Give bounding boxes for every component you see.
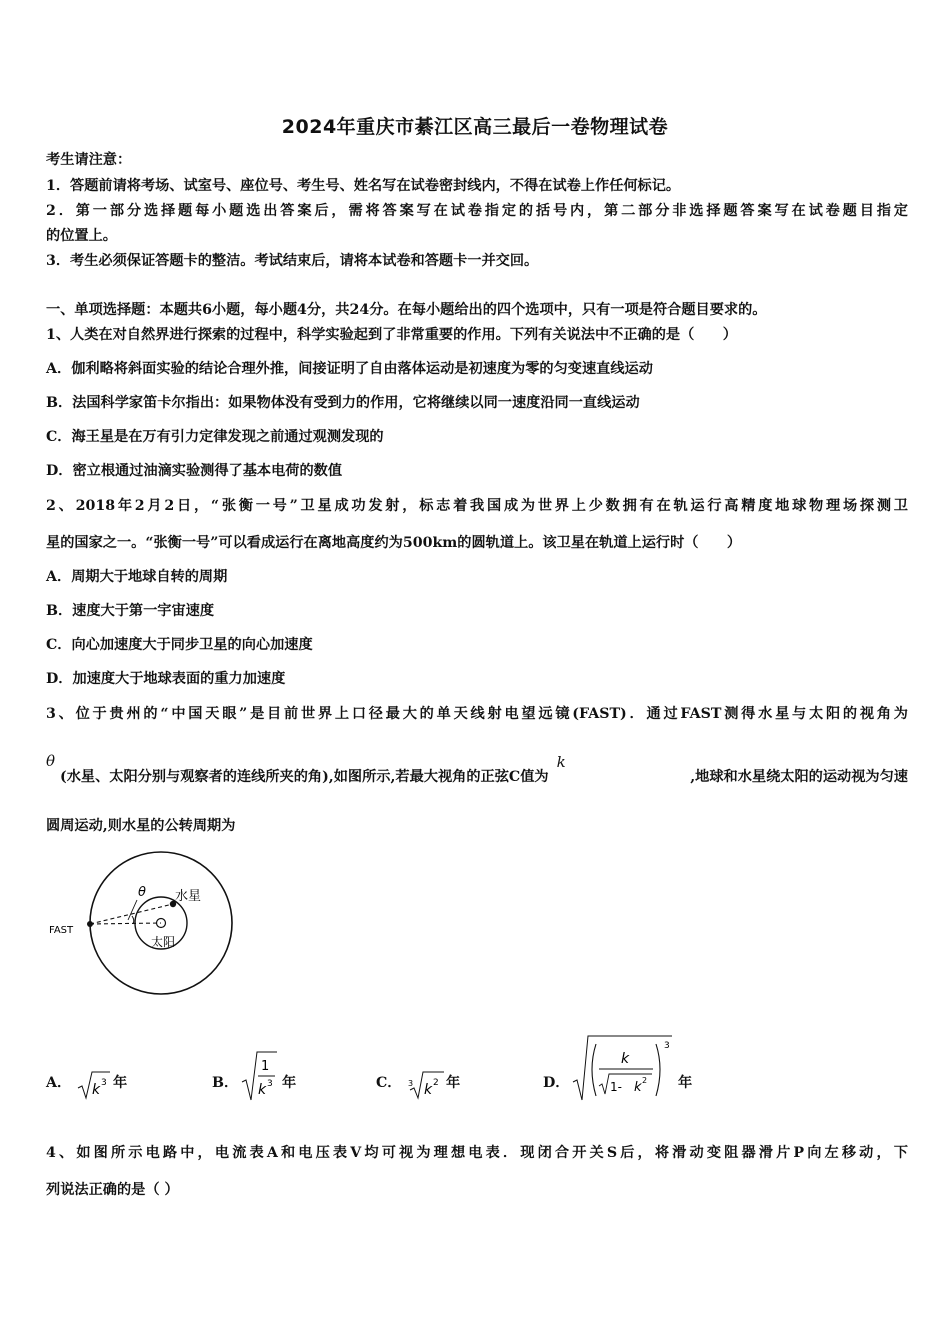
- svg-text:1-: 1-: [610, 1080, 622, 1094]
- theta-symbol: θ: [46, 752, 56, 770]
- orbit-diagram: [40, 848, 250, 1000]
- q2-stem-line2: 星的国家之一。“张衡一号”可以看成运行在离地高度约为500km的圆轨道上。该卫星在轨道上运行时（ ）: [46, 535, 742, 551]
- q3-stem-line1: 3、位于贵州的“中国天眼”是目前世界上口径最大的单天线射电望远镜(FAST)．通过FAST测得水星与太阳的视角为: [46, 706, 908, 722]
- q1-option-d: D．密立根通过油滴实验测得了基本电荷的数值: [46, 463, 343, 479]
- section-heading: 一、单项选择题：本题共6小题，每小题4分，共24分。在每小题给出的四个选项中，只有一项是符合题目要求的。: [46, 302, 767, 318]
- fast-label: FAST: [49, 925, 74, 936]
- q3-option-b-letter: B．: [212, 1075, 239, 1091]
- q3-option-b-unit: 年: [282, 1075, 297, 1091]
- q2-option-a: A．周期大于地球自转的周期: [46, 569, 228, 585]
- sightline-sun: [90, 923, 161, 924]
- q3-option-d-unit: 年: [678, 1075, 693, 1091]
- svg-text:2: 2: [433, 1078, 439, 1088]
- q1-option-a: A．伽利略将斜面实验的结论合理外推，间接证明了自由落体运动是初速度为零的匀变速直线运动: [46, 361, 653, 377]
- svg-text:k: k: [621, 1051, 630, 1067]
- q3-option-b-formula: [241, 1050, 279, 1104]
- svg-text:1: 1: [261, 1059, 270, 1074]
- q3-stem-line2-part2: ,地球和水星绕太阳的运动视为匀速: [690, 769, 908, 785]
- q2-option-c: C．向心加速度大于同步卫星的向心加速度: [46, 637, 313, 653]
- notice-item-2: 2．第一部分选择题每小题选出答案后，需将答案写在试卷指定的括号内，第二部分非选择题答案写在试卷题目指定: [46, 203, 908, 219]
- notice-heading: 考生请注意：: [46, 152, 132, 168]
- notice-item-2-cont: 的位置上。: [46, 228, 117, 244]
- q3-option-a-unit: 年: [113, 1075, 128, 1091]
- svg-text:3: 3: [664, 1041, 670, 1051]
- angle-label: θ: [138, 885, 146, 900]
- q4-stem-line2: 列说法正确的是（ ）: [46, 1182, 179, 1198]
- q3-option-c-letter: C．: [376, 1075, 402, 1091]
- svg-text:3: 3: [101, 1078, 107, 1088]
- svg-text:3: 3: [267, 1079, 273, 1089]
- angle-arc: [132, 916, 134, 924]
- q2-option-d: D．加速度大于地球表面的重力加速度: [46, 671, 286, 687]
- svg-text:k: k: [92, 1082, 101, 1098]
- q3-option-d-formula: [572, 1034, 676, 1104]
- q1-stem: 1、人类在对自然界进行探索的过程中，科学实验起到了非常重要的作用。下列有关说法中不正确的是（ ）: [46, 327, 737, 343]
- svg-text:3: 3: [408, 1079, 414, 1088]
- svg-text:k: k: [258, 1082, 267, 1098]
- q3-option-a-letter: A．: [46, 1075, 72, 1091]
- svg-text:2: 2: [642, 1076, 648, 1085]
- exam-title: 2024年重庆市綦江区高三最后一卷物理试卷: [281, 116, 669, 138]
- notice-item-1: 1．答题前请将考场、试室号、座位号、考生号、姓名写在试卷密封线内，不得在试卷上作任何标记。: [46, 178, 681, 194]
- q1-option-c: C．海王星是在万有引力定律发现之前通过观测发现的: [46, 429, 384, 445]
- q3-option-a-formula: [76, 1066, 112, 1102]
- q3-stem-line3: 圆周运动,则水星的公转周期为: [46, 818, 236, 834]
- q3-stem-line2-part1: (水星、太阳分别与观察者的连线所夹的角),如图所示,若最大视角的正弦C值为: [60, 769, 549, 785]
- q3-option-c-formula: [406, 1066, 446, 1102]
- q2-stem-line1: 2、2018年2月2日，“张衡一号”卫星成功发射，标志着我国成为世界上少数拥有在轨运行高精度地球物理场探测卫: [46, 498, 908, 514]
- svg-text:k: k: [424, 1082, 433, 1098]
- q1-option-b: B．法国科学家笛卡尔指出：如果物体没有受到力的作用，它将继续以同一速度沿同一直线运动: [46, 395, 640, 411]
- mercury-label: 水星: [175, 889, 202, 904]
- q4-stem-line1: 4、如图所示电路中，电流表A和电压表V均可视为理想电表．现闭合开关S后，将滑动变阻器滑片P向左移动，下: [46, 1145, 908, 1161]
- q3-option-d-letter: D．: [543, 1075, 570, 1091]
- q3-option-c-unit: 年: [446, 1075, 461, 1091]
- sun-label: 太阳: [151, 935, 176, 949]
- k-symbol: k: [556, 753, 566, 771]
- q3-stem-line2: [60, 753, 908, 787]
- notice-item-3: 3．考生必须保证答题卡的整洁。考试结束后，请将本试卷和答题卡一并交回。: [46, 253, 539, 269]
- q2-option-b: B．速度大于第一宇宙速度: [46, 603, 215, 619]
- svg-text:k: k: [634, 1080, 642, 1095]
